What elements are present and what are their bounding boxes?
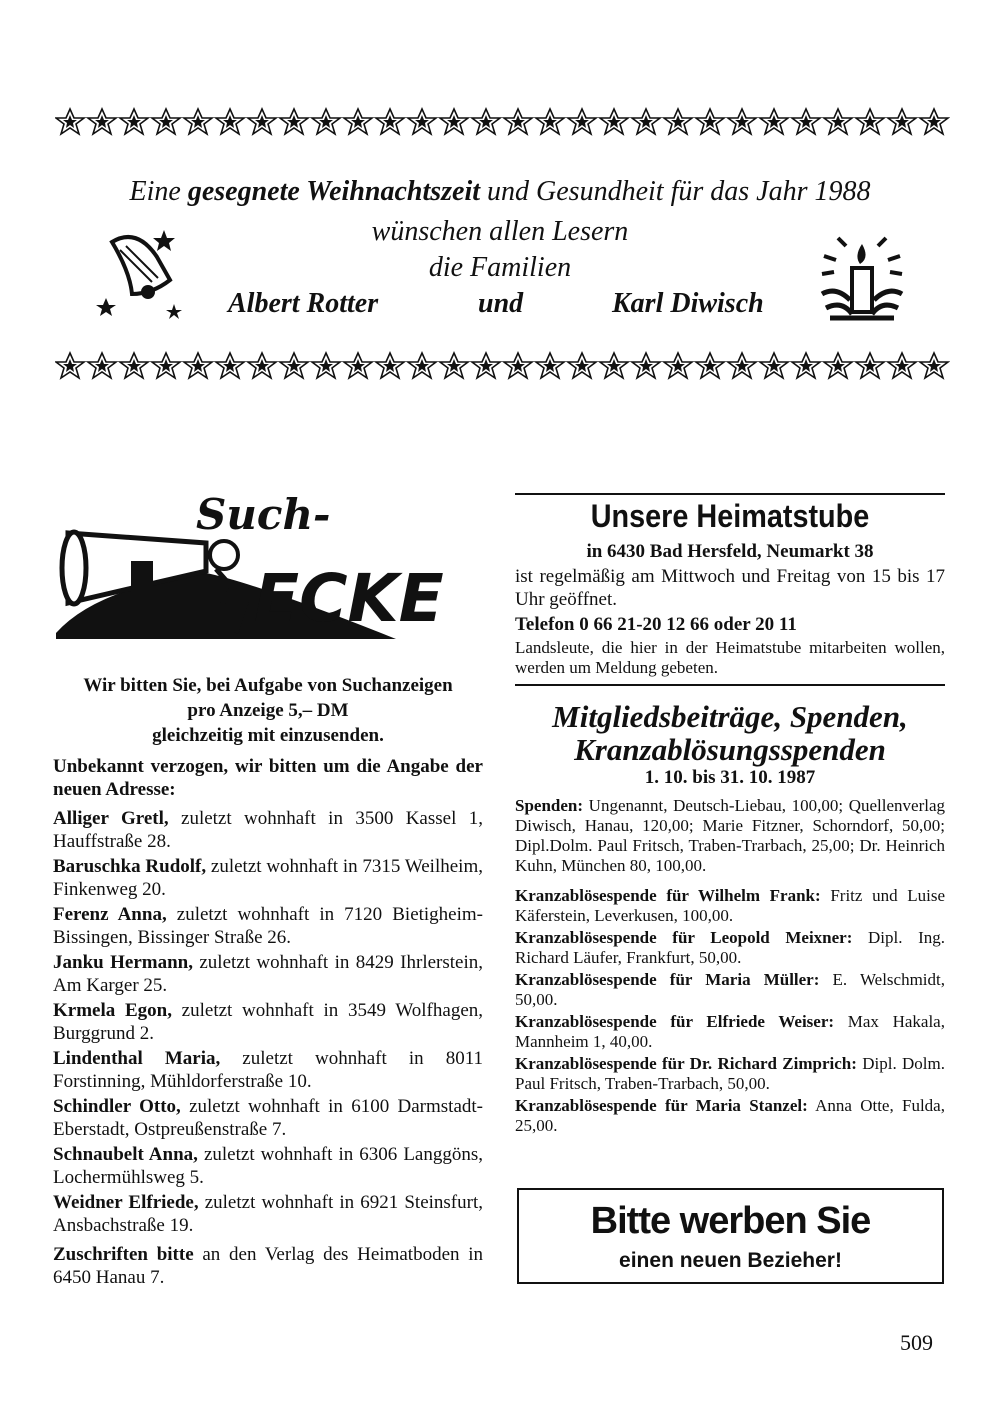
kranz-text: Max Hakala, Mannheim 1, 40,00. (515, 1012, 945, 1051)
beitraege-title (515, 700, 945, 766)
kranz-text: Dipl. Dolm. Paul Fritsch, Traben-Trarbach, 50,00. (515, 1054, 945, 1093)
spenden-entry (515, 796, 945, 876)
entry-name: Weidner Elfriede, (53, 1192, 199, 1213)
entry-name: Janku Hermann, (53, 952, 193, 973)
candle-icon (816, 234, 908, 326)
beitraege-section (515, 768, 945, 1138)
spenden-text: Ungenannt, Deutsch-Liebau, 100,00; Quellenverlag Diwisch, Hanau, 120,00; Marie Fitzner, Schorndorf, 50,00; Dipl.Dolm. Paul Fritsch, Traben-Trarbach, 25,00; Dr. Heinrich Kuhn, München 80, 100,00. (515, 796, 945, 875)
entry-text: zuletzt wohnhaft in 7315 Weilheim, Finkenweg 20. (53, 856, 483, 900)
search-entry (53, 1095, 483, 1141)
entry-text: zuletzt wohnhaft in 3500 Kassel 1, Hauffstraße 28. (53, 808, 483, 852)
such-ecke-logo-block: ECKE (254, 560, 444, 637)
such-ecke-column (53, 674, 483, 1291)
intro-line-1: Wir bitten Sie, bei Aufgabe von Suchanzeigen (83, 675, 453, 696)
kranz-entry (515, 928, 945, 968)
kranz-entry (515, 886, 945, 926)
bell-icon (92, 222, 187, 322)
heimatstube-hours: ist regelmäßig am Mittwoch und Freitag von 15 bis 17 Uhr geöffnet. (515, 566, 945, 610)
kranz-label: Kranzablösespende für Leopold Meixner: (515, 928, 853, 947)
search-entry (53, 1191, 483, 1237)
search-entry (53, 999, 483, 1045)
entry-text: an den Verlag des Heimatboden in 6450 Hanau 7. (53, 1244, 484, 1288)
werben-box (517, 1188, 944, 1284)
heimatstube-note: Landsleute, die hier in der Heimatstube mitarbeiten wollen, werden um Meldung gebeten. (515, 638, 945, 677)
entry-text: zuletzt wohnhaft in 8011 Forstinning, Mühldorferstraße 10. (53, 1048, 483, 1092)
kranz-entry (515, 1054, 945, 1094)
heimatstube-address: in 6430 Bad Hersfeld, Neumarkt 38 (586, 541, 874, 562)
page-number: 509 (900, 1330, 933, 1355)
greeting-and: und (478, 288, 524, 319)
kranz-text: Fritz und Luise Käferstein, Leverkusen, 100,00. (515, 886, 945, 925)
search-entry (53, 855, 483, 901)
submission-note (53, 1243, 483, 1289)
kranz-label: Kranzablösespende für Maria Stanzel: (515, 1096, 808, 1115)
entry-name: Zuschriften bitte (53, 1244, 194, 1265)
search-entry (53, 951, 483, 997)
greeting-line3: die Familien (428, 252, 572, 283)
kranz-entry (515, 1096, 945, 1136)
kranz-text: Dipl. Ing. Richard Läufer, Frankfurt, 50,00. (515, 928, 945, 967)
entry-text: zuletzt wohnhaft in 7120 Bietigheim-Bissingen, Bissinger Straße 26. (53, 904, 484, 948)
kranz-label: Kranzablösespende für Elfriede Weiser: (515, 1012, 835, 1031)
unknown-moved-notice: Unbekannt verzogen, wir bitten um die Angabe der neuen Adresse: (53, 756, 483, 800)
werben-line2: einen neuen Bezieher! (619, 1249, 842, 1272)
family-name-diwisch: Karl Diwisch (612, 288, 764, 319)
kranz-entry (515, 970, 945, 1010)
entry-name: Alliger Gretl, (53, 808, 169, 829)
search-entry (53, 1047, 483, 1093)
star-border-top (55, 106, 950, 138)
divider-top (515, 493, 945, 495)
family-name-rotter: Albert Rotter (228, 288, 379, 319)
such-ecke-logo (56, 493, 468, 641)
entry-text: zuletzt wohnhaft in 6921 Steinsfurt, Ansbachstraße 19. (53, 1192, 483, 1236)
star-border-bottom (55, 350, 950, 382)
greeting-text-a: Eine (129, 176, 188, 207)
beitraege-period: 1. 10. bis 31. 10. 1987 (644, 767, 816, 788)
intro-line-2: pro Anzeige 5,– DM (187, 700, 349, 721)
entry-name: Schindler Otto, (53, 1096, 181, 1117)
kranz-label: Kranzablösespende für Dr. Richard Zimprich: (515, 1054, 857, 1073)
entry-name: Krmela Egon, (53, 1000, 172, 1021)
kranz-entry (515, 1012, 945, 1052)
search-entry (53, 903, 483, 949)
search-entry (53, 807, 483, 853)
kranz-label: Kranzablösespende für Wilhelm Frank: (515, 886, 821, 905)
kranz-label: Kranzablösespende für Maria Müller: (515, 970, 820, 989)
heimatstube-section (515, 540, 945, 680)
werben-line1: Bitte werben Sie (590, 1200, 871, 1242)
search-entry (53, 1143, 483, 1189)
heimatstube-phone: Telefon 0 66 21-20 12 66 oder 20 11 (515, 614, 797, 635)
kranz-text: Anna Otte, Fulda, 25,00. (515, 1096, 945, 1135)
greeting-line2: wünschen allen Lesern (371, 216, 629, 247)
greeting-text-b: gesegnete Weihnachtszeit (187, 176, 481, 207)
entry-text: zuletzt wohnhaft in 6306 Langgöns, Lochermühlsweg 5. (53, 1144, 484, 1188)
such-ecke-logo-script: Such- (196, 493, 331, 539)
divider-middle (515, 684, 945, 686)
entry-name: Ferenz Anna, (53, 904, 167, 925)
entry-name: Schnaubelt Anna, (53, 1144, 198, 1165)
kranz-text: E. Welschmidt, 50,00. (515, 970, 945, 1009)
spenden-label: Spenden: (515, 796, 584, 815)
beitraege-title-line2: Kranzablösungsspenden (574, 732, 886, 767)
intro-line-3: gleichzeitig mit einzusenden. (152, 725, 384, 746)
entry-text: zuletzt wohnhaft in 8429 Ihrlerstein, Am Karger 25. (53, 952, 483, 996)
heimatstube-title: Unsere Heimatstube (590, 498, 870, 534)
entry-name: Lindenthal Maria, (53, 1048, 221, 1069)
greeting-text-c: und Gesundheit für das Jahr 1988 (480, 176, 871, 207)
entry-name: Baruschka Rudolf, (53, 856, 207, 877)
greeting-line1 (0, 176, 1000, 208)
beitraege-title-line1: Mitgliedsbeiträge, Spenden, (552, 699, 908, 734)
entry-text: zuletzt wohnhaft in 3549 Wolfhagen, Burggrund 2. (53, 1000, 484, 1044)
entry-text: zuletzt wohnhaft in 6100 Darmstadt-Eberstadt, Ostpreußenstraße 7. (53, 1096, 483, 1140)
